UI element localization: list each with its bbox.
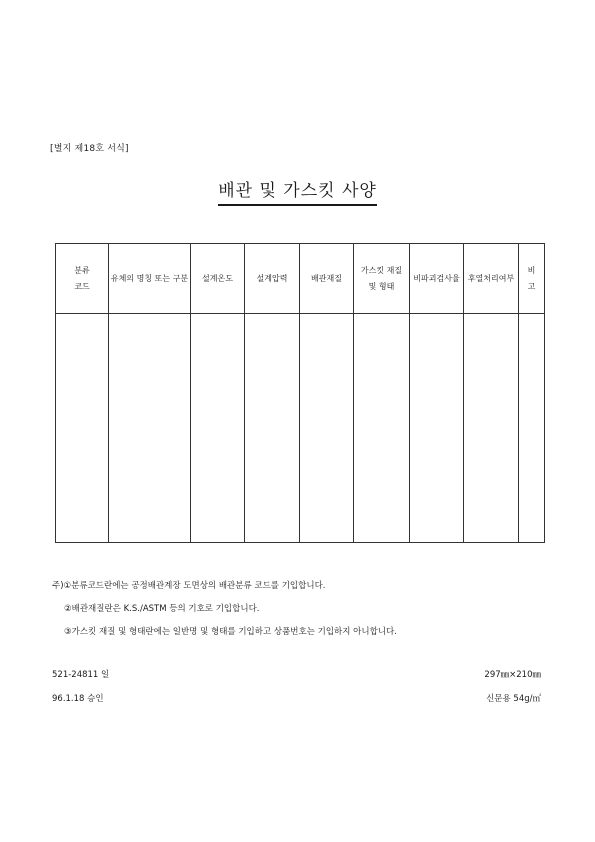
footer-paper-type: 신문용 54g/㎡ (486, 694, 541, 704)
table-cell[interactable] (354, 314, 410, 543)
note-1: 주)①분류코드란에는 공정배관계장 도면상의 배관분류 코드를 기입합니다. (52, 581, 326, 591)
header-ndt-rate: 비파괴검사율 (410, 244, 464, 314)
header-gasket-material: 가스킷 재질 및 형태 (354, 244, 410, 314)
table-cell[interactable] (464, 314, 519, 543)
table-cell[interactable] (300, 314, 354, 543)
table-cell[interactable] (245, 314, 300, 543)
table-cell[interactable] (109, 314, 191, 543)
note-3: ③가스킷 재질 및 형태란에는 일반명 및 형태를 기입하고 상품번호는 기입하지 아니합니다. (64, 627, 397, 637)
table-cell[interactable] (191, 314, 245, 543)
table-cell[interactable] (519, 314, 545, 543)
table-cell[interactable] (410, 314, 464, 543)
table-header-row (56, 244, 545, 314)
spec-table (55, 243, 545, 543)
footer-approval: 96.1.18 승인 (52, 694, 104, 704)
header-remarks: 비 고 (519, 244, 545, 314)
document-title: 배관 및 가스킷 사양 (218, 176, 377, 206)
table-cell[interactable] (56, 314, 109, 543)
table-body-row (56, 314, 545, 543)
header-pipe-material: 배관재질 (300, 244, 354, 314)
title-area (0, 176, 595, 206)
header-design-temperature: 설계온도 (191, 244, 245, 314)
footer-paper-size: 297㎜×210㎜ (484, 670, 541, 680)
header-post-heat-treatment: 후열처리여부 (464, 244, 519, 314)
header-fluid-name: 유체의 명칭 또는 구분 (109, 244, 191, 314)
note-2: ②배관재질란은 K.S./ASTM 등의 기호로 기입합니다. (64, 604, 260, 614)
footer-code: 521-24811 일 (52, 670, 110, 680)
header-design-pressure: 설계압력 (245, 244, 300, 314)
form-number-label: [별지 제18호 서식] (50, 144, 129, 154)
header-classification-code: 분류 코드 (56, 244, 109, 314)
